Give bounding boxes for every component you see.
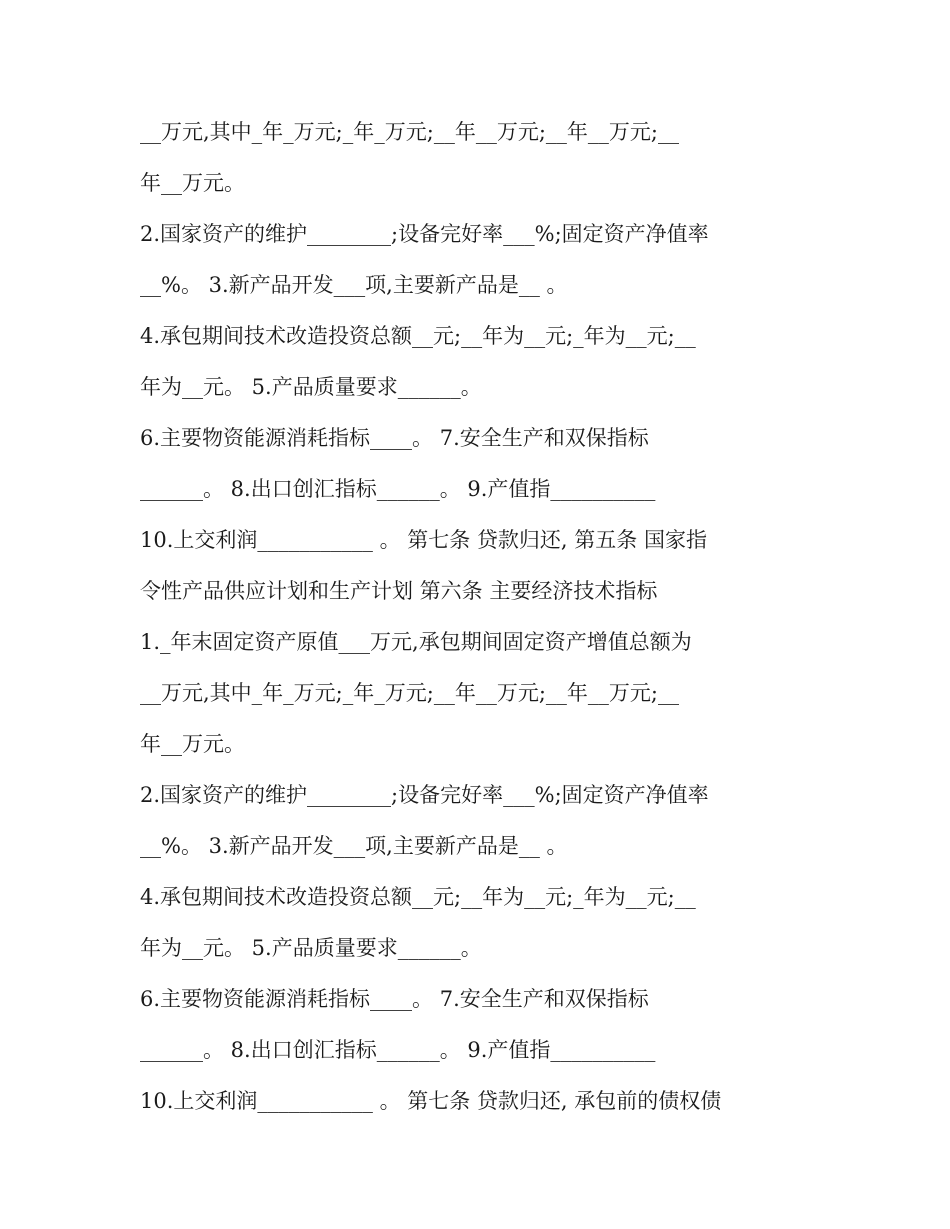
text-line: 4.承包期间技术改造投资总额__元;__年为__元;_年为__元;__ <box>140 324 696 348</box>
text-line: 6.主要物资能源消耗指标____。 7.安全生产和双保指标 <box>140 426 649 450</box>
text-line: 年__万元。 <box>140 732 245 756</box>
text-line: 年为__元。 5.产品质量要求______。 <box>140 375 482 399</box>
text-line: __%。 3.新产品开发___项,主要新产品是__ 。 <box>140 273 568 297</box>
text-line: 年为__元。 5.产品质量要求______。 <box>140 936 482 960</box>
text-line: 2.国家资产的维护________;设备完好率___%;固定资产净值率 <box>140 783 709 807</box>
text-line: 10.上交利润___________ 。 第七条 贷款归还, 承包前的债权债 <box>140 1089 722 1113</box>
text-line: ______。 8.出口创汇指标______。 9.产值指__________ <box>140 477 656 501</box>
text-line: 令性产品供应计划和生产计划 第六条 主要经济技术指标 <box>140 579 658 603</box>
text-line: 6.主要物资能源消耗指标____。 7.安全生产和双保指标 <box>140 987 649 1011</box>
text-line: 10.上交利润___________ 。 第七条 贷款归还, 第五条 国家指 <box>140 528 707 552</box>
text-line: __万元,其中_年_万元;_年_万元;__年__万元;__年__万元;__ <box>140 120 679 144</box>
text-line: 2.国家资产的维护________;设备完好率___%;固定资产净值率 <box>140 222 709 246</box>
text-line: 年__万元。 <box>140 171 245 195</box>
text-line: 1._年末固定资产原值___万元,承包期间固定资产增值总额为 <box>140 630 692 654</box>
text-line: ______。 8.出口创汇指标______。 9.产值指__________ <box>140 1038 656 1062</box>
text-line: 4.承包期间技术改造投资总额__元;__年为__元;_年为__元;__ <box>140 885 696 909</box>
text-line: __%。 3.新产品开发___项,主要新产品是__ 。 <box>140 834 568 858</box>
document-body <box>140 107 820 1127</box>
text-line: __万元,其中_年_万元;_年_万元;__年__万元;__年__万元;__ <box>140 681 679 705</box>
